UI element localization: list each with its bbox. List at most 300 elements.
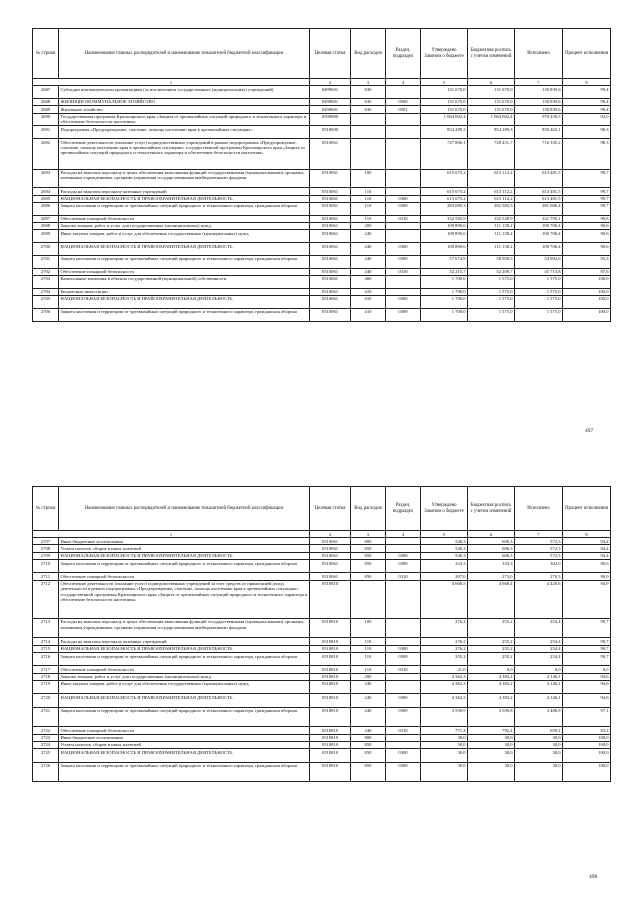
budget-list-amount-cell: 4 383,2 [468,694,515,707]
budget-list-amount-cell: 30,0 [468,749,515,762]
approved-amount-cell: 1 700,0 [421,275,468,288]
item-name-cell: Обеспечение деятельности (оказание услуг) подведомственных учреждений в рамках подпрограммы «Предупреждение, спасение, помощь населению края в чрезвычайных ситуациях» государственной программы Красноярского края «Защита от чрезвычайных ситуаций природного и техногенного характера и обеспечение безопасности населения» [59,139,310,170]
executed-amount-cell: 302,0 [515,560,563,573]
budget-list-amount-cell: 111 158,2 [468,243,515,256]
item-name-cell: НАЦИОНАЛЬНАЯ БЕЗОПАСНОСТЬ И ПРАВООХРАНИТЕЛЬНАЯ ДЕЯТЕЛЬНОСТЬ [59,645,310,652]
approved-amount-cell: 1 064 002,4 [421,113,468,126]
row-number-cell: 2690 [33,113,59,126]
executed-amount-cell: 130 839,6 [515,106,563,113]
expense-type-cell: 110 [351,638,386,645]
row-number-cell: 2709 [33,552,59,559]
budget-list-amount-cell: 606,3 [468,545,515,552]
executed-amount-cell: 30,0 [515,749,563,762]
target-article-cell: 0510000 [310,126,351,139]
approved-amount-cell: 131 670,0 [421,98,468,105]
target-article-cell: 0510061 [310,275,351,288]
executed-amount-cell: 839 463,1 [515,126,563,139]
percent-cell: 94,4 [563,538,611,545]
percent-cell: 99,7 [563,202,611,215]
expense-type-cell: 240 [351,230,386,243]
approved-amount-cell: 276,2 [421,618,468,638]
percent-cell: 99,7 [563,195,611,202]
row-number-cell: 2706 [33,308,59,321]
item-name-cell: НАЦИОНАЛЬНАЯ БЕЗОПАСНОСТЬ И ПРАВООХРАНИТЕЛЬНАЯ ДЕЯТЕЛЬНОСТЬ [59,243,310,256]
budget-list-amount-cell: 111 158,2 [468,230,515,243]
item-name-cell: Субсидии некоммерческим организациям (за исключением государственных (муниципальных) учреждений) [59,86,310,99]
section-cell [386,638,421,645]
expense-type-cell [351,126,386,139]
approved-amount-cell: 540,3 [421,545,468,552]
percent-cell: 99,4 [563,86,611,99]
target-article-cell: 0510061 [310,268,351,275]
section-cell [386,188,421,195]
row-number-cell: 2718 [33,673,59,680]
budget-list-amount-cell: 0,0 [468,666,515,673]
budget-list-amount-cell: 4 668,4 [468,580,515,618]
expense-type-cell: 800 [351,734,386,741]
executed-amount-cell: 572,3 [515,552,563,559]
expense-type-cell: 850 [351,741,386,748]
expense-type-cell [351,139,386,170]
table-row [33,113,611,126]
table-row [33,243,611,256]
percent-cell: 94,4 [563,545,611,552]
row-number-cell: 2696 [33,202,59,215]
section-cell: 0501 [386,106,421,113]
target-article-cell: 0499601 [310,98,351,105]
approved-amount-cell: 131 670,0 [421,106,468,113]
section-cell: 0309 [386,707,421,727]
approved-amount-cell: 332 585,9 [421,215,468,222]
item-name-cell: НАЦИОНАЛЬНАЯ БЕЗОПАСНОСТЬ И ПРАВООХРАНИТЕЛЬНАЯ ДЕЯТЕЛЬНОСТЬ [59,749,310,762]
percent-cell: 92,0 [563,113,611,126]
budget-table-page-498 [32,486,611,782]
expense-type-cell: 850 [351,749,386,762]
item-name-cell: Обеспечение пожарной безопасности [59,268,310,275]
section-cell: 0300 [386,195,421,202]
item-name-cell: Расходы на выплаты персоналу казенных учреждений [59,638,310,645]
executed-amount-cell: 254,4 [515,645,563,652]
row-number-cell: 2707 [33,538,59,545]
row-number-cell: 2694 [33,188,59,195]
executed-amount-cell: 100 706,4 [515,230,563,243]
executed-amount-cell: 270,3 [515,573,563,580]
target-article-cell: 0510061 [310,560,351,573]
percent-cell: 98,3 [563,126,611,139]
row-number-cell: 2719 [33,680,59,693]
column-number: 7 [515,531,563,538]
expense-type-cell: 240 [351,680,386,693]
budget-list-amount-cell: 1 575,0 [468,288,515,295]
expense-type-cell [351,580,386,618]
approved-amount-cell: 4 362,3 [421,694,468,707]
section-cell: 0300 [386,295,421,308]
approved-amount-cell: 207,0 [421,573,468,580]
row-number-cell: 2703 [33,275,59,288]
expense-type-cell: 240 [351,243,386,256]
expense-type-cell: 410 [351,288,386,295]
target-article-cell: 0510810 [310,749,351,762]
percent-cell: 97,1 [563,707,611,727]
percent-cell: 99,7 [563,638,611,645]
budget-list-amount-cell: 255,2 [468,645,515,652]
item-name-cell: Расходы на выплаты персоналу в целях обеспечения выполнения функций государственными (муниципальными) органами, казенными учреждениями, органами управления государственными внебюджетными фондами [59,169,310,188]
target-article-cell: 0510061 [310,295,351,308]
budget-list-amount-cell: 792,4 [468,727,515,734]
item-name-cell: НАЦИОНАЛЬНАЯ БЕЗОПАСНОСТЬ И ПРАВООХРАНИТЕЛЬНАЯ ДЕЯТЕЛЬНОСТЬ [59,295,310,308]
table-row [33,560,611,573]
column-number: 2 [310,79,351,86]
item-name-cell: ЖИЛИЩНО-КОММУНАЛЬНОЕ ХОЗЯЙСТВО [59,98,310,105]
percent-cell: 83,2 [563,727,611,734]
expense-type-cell: 410 [351,295,386,308]
percent-cell: 0,0 [563,666,611,673]
percent-cell: 90,6 [563,560,611,573]
table-row [33,694,611,707]
item-name-cell: Обеспечение деятельности (оказание услуг) подведомственных учреждений за счет средств от приносящей доход деятельности в рамках подпрограммы «Предупреждение, спасение, помощь населению края в чрезвычайных ситуациях» государственной программы Красноярского края «Защита от чрезвычайных ситуаций природного и техногенного характера и обеспечение безопасности населения» [59,580,310,618]
item-name-cell: Защита населения и территории от чрезвычайных ситуаций природного и техногенного характера, гражданская оборона [59,202,310,215]
item-name-cell: Бюджетные инвестиции [59,288,310,295]
item-name-cell: Расходы на выплаты персоналу в целях обеспечения выполнения функций государственными (муниципальными) органами, казенными учреждениями, органами управления государственными внебюджетными фондами [59,618,310,638]
header-exp-type: Вид расходов [351,487,386,531]
expense-type-cell: 630 [351,86,386,99]
row-number-cell: 2701 [33,255,59,268]
section-cell [386,288,421,295]
approved-amount-cell: 109 890,6 [421,230,468,243]
budget-list-amount-cell: 30,0 [468,762,515,782]
target-article-cell: 0510810 [310,618,351,638]
table-row [33,230,611,243]
row-number-cell: 2721 [33,707,59,727]
target-article-cell: 0510810 [310,680,351,693]
target-article-cell: 0510810 [310,762,351,782]
budget-list-amount-cell: 1 575,0 [468,275,515,288]
row-number-cell: 2722 [33,727,59,734]
expense-type-cell: 110 [351,202,386,215]
executed-amount-cell: 4 146,1 [515,694,563,707]
target-article-cell: 0510061 [310,139,351,170]
target-article-cell: 0510810 [310,666,351,673]
column-number: 4 [386,79,421,86]
executed-amount-cell: 30,0 [515,741,563,748]
target-article-cell: 0510061 [310,222,351,229]
executed-amount-cell: 331 795,1 [515,215,563,222]
expense-type-cell: 100 [351,169,386,188]
executed-amount-cell: 3 486,9 [515,707,563,727]
column-number: 6 [468,531,515,538]
column-number: 1 [33,79,310,86]
executed-amount-cell: 100 706,4 [515,222,563,229]
item-name-cell: Обеспечение пожарной безопасности [59,215,310,222]
executed-amount-cell: 1 575,0 [515,288,563,295]
column-number: 3 [351,79,386,86]
table-row [33,215,611,222]
approved-amount-cell: 333,3 [421,560,468,573]
approved-amount-cell: 540,3 [421,552,468,559]
row-number-cell: 2695 [33,195,59,202]
budget-list-amount-cell: 131 670,0 [468,106,515,113]
section-cell [386,673,421,680]
percent-cell: 100,0 [563,308,611,321]
item-name-cell: Защита населения и территории от чрезвычайных ситуаций природного и техногенного характера, гражданская оборона [59,255,310,268]
item-name-cell: Уплата налогов, сборов и иных платежей [59,741,310,748]
header-executed: Исполнено [515,29,563,79]
target-article-cell: 0499601 [310,106,351,113]
budget-list-amount-cell: 332 528,9 [468,215,515,222]
section-cell [386,618,421,638]
row-number-cell: 2716 [33,653,59,666]
percent-cell: 99,7 [563,653,611,666]
section-cell [386,741,421,748]
section-cell: 0309 [386,560,421,573]
budget-list-amount-cell: 255,2 [468,638,515,645]
target-article-cell: 0510061 [310,255,351,268]
row-number-cell: 2714 [33,638,59,645]
header-row-no: № строки [33,487,59,531]
approved-amount-cell: 4 362,3 [421,673,468,680]
table-row [33,673,611,680]
budget-list-amount-cell: 282 583,3 [468,202,515,215]
approved-amount-cell: 771,4 [421,727,468,734]
expense-type-cell: 200 [351,673,386,680]
expense-type-cell: 850 [351,545,386,552]
table-row [33,188,611,195]
item-name-cell: Закупка товаров, работ и услуг для государственных (муниципальных) нужд [59,673,310,680]
section-cell [386,580,421,618]
column-number: 3 [351,531,386,538]
target-article-cell: 0510061 [310,169,351,188]
section-cell: 0300 [386,552,421,559]
approved-amount-cell: 1 700,0 [421,295,468,308]
approved-amount-cell: 1 700,0 [421,308,468,321]
executed-amount-cell: 30,0 [515,762,563,782]
expense-type-cell: 800 [351,538,386,545]
table-row [33,288,611,295]
target-article-cell: 0510061 [310,215,351,222]
approved-amount-cell: 52 215,7 [421,268,468,275]
budget-list-amount-cell: 1 064 002,4 [468,113,515,126]
executed-amount-cell: 100 706,4 [515,243,563,256]
row-number-cell: 2725 [33,749,59,762]
section-cell: 0310 [386,215,421,222]
approved-amount-cell: 276,2 [421,638,468,645]
target-article-cell: 0499601 [310,86,351,99]
percent-cell: 94,6 [563,673,611,680]
executed-amount-cell: 613 481,5 [515,188,563,195]
percent-cell: 99,0 [563,573,611,580]
column-number: 1 [33,531,310,538]
approved-amount-cell: 4 362,3 [421,680,468,693]
section-cell [386,169,421,188]
budget-list-amount-cell: 854 289,3 [468,126,515,139]
expense-type-cell: 110 [351,666,386,673]
table-row [33,139,611,170]
column-numbers-row [33,79,611,86]
section-cell [386,222,421,229]
expense-type-cell: 850 [351,573,386,580]
header-row-no: № строки [33,29,59,79]
target-article-cell: 0510061 [310,195,351,202]
section-cell [386,126,421,139]
approved-amount-cell: 727 806,1 [421,139,468,170]
budget-list-amount-cell: 606,3 [468,538,515,545]
table-row [33,749,611,762]
table-row [33,552,611,559]
row-number-cell: 2704 [33,288,59,295]
header-approved: Утверждено Законом о бюджете [421,29,468,79]
approved-amount-cell: 255,2 [421,653,468,666]
section-cell [386,86,421,99]
column-number: 8 [563,79,611,86]
budget-list-amount-cell: 30,0 [468,741,515,748]
item-name-cell: НАЦИОНАЛЬНАЯ БЕЗОПАСНОСТЬ И ПРАВООХРАНИТЕЛЬНАЯ ДЕЯТЕЛЬНОСТЬ [59,195,310,202]
expense-type-cell: 240 [351,727,386,734]
expense-type-cell: 240 [351,694,386,707]
table-row [33,126,611,139]
executed-amount-cell: 572,3 [515,545,563,552]
budget-list-amount-cell: 273,0 [468,573,515,580]
approved-amount-cell: 854 289,3 [421,126,468,139]
table-row [33,638,611,645]
percent-cell: 100,0 [563,295,611,308]
executed-amount-cell: 281 686,4 [515,202,563,215]
target-article-cell: 0510810 [310,694,351,707]
table-row [33,295,611,308]
executed-amount-cell: 1 575,0 [515,275,563,288]
target-article-cell: 0510061 [310,288,351,295]
column-number: 5 [421,531,468,538]
budget-list-amount-cell: 333,3 [468,560,515,573]
percent-cell: 100,0 [563,749,611,762]
target-article-cell: 0510810 [310,741,351,748]
executed-amount-cell: 254,4 [515,653,563,666]
percent-cell: 99,7 [563,188,611,195]
approved-amount-cell: 30,0 [421,762,468,782]
approved-amount-cell: 283 089,3 [421,202,468,215]
expense-type-cell: 110 [351,195,386,202]
header-exp-type: Вид расходов [351,29,386,79]
target-article-cell: 0510810 [310,638,351,645]
percent-cell: 94,6 [563,680,611,693]
percent-cell: 99,4 [563,106,611,113]
item-name-cell: Расходы на выплаты персоналу казенных учреждений [59,188,310,195]
page-number: 498 [589,874,598,880]
header-budget-list: Бюджетная роспись с учетом изменений [468,29,515,79]
table-row [33,734,611,741]
section-cell: 0309 [386,308,421,321]
table-header-row [33,29,611,79]
row-number-cell: 2712 [33,580,59,618]
item-name-cell: Иные бюджетные ассигнования [59,538,310,545]
item-name-cell: НАЦИОНАЛЬНАЯ БЕЗОПАСНОСТЬ И ПРАВООХРАНИТЕЛЬНАЯ ДЕЯТЕЛЬНОСТЬ [59,694,310,707]
page-number: 497 [585,428,594,434]
executed-amount-cell: 45 713,8 [515,268,563,275]
table-row [33,255,611,268]
target-article-cell: 0510061 [310,230,351,243]
table-row [33,727,611,734]
item-name-cell: Государственная программа Красноярского края «Защита от чрезвычайных ситуаций природного и техногенного характера и обеспечение безопасности населения» [59,113,310,126]
target-article-cell: 0510061 [310,538,351,545]
table-row [33,202,611,215]
target-article-cell: 0510061 [310,552,351,559]
item-name-cell: Защита населения и территории от чрезвычайных ситуаций природного и техногенного характера, гражданская оборона [59,308,310,321]
percent-cell: 100,0 [563,734,611,741]
percent-cell: 99,4 [563,98,611,105]
item-name-cell: Жилищное хозяйство [59,106,310,113]
budget-list-amount-cell: 615 112,2 [468,188,515,195]
executed-amount-cell: 0,0 [515,666,563,673]
executed-amount-cell: 659,2 [515,727,563,734]
table-row [33,580,611,618]
section-cell: 0309 [386,653,421,666]
budget-list-amount-cell: 58 958,5 [468,255,515,268]
column-number: 2 [310,531,351,538]
table-row [33,86,611,99]
table-row [33,666,611,673]
expense-type-cell: 100 [351,618,386,638]
approved-amount-cell: 4 668,5 [421,580,468,618]
executed-amount-cell: 716 335,2 [515,139,563,170]
header-section: Раздел, подраздел [386,487,421,531]
row-number-cell: 2691 [33,126,59,139]
item-name-cell: Защита населения и территории от чрезвычайных ситуаций природного и техногенного характера, гражданская оборона [59,560,310,573]
section-cell [386,545,421,552]
column-number: 7 [515,79,563,86]
executed-amount-cell: 4 146,1 [515,680,563,693]
section-cell [386,734,421,741]
section-cell: 0309 [386,202,421,215]
budget-list-amount-cell: 615 112,2 [468,169,515,188]
percent-cell: 100,0 [563,741,611,748]
expense-type-cell: 410 [351,308,386,321]
target-article-cell: 0510810 [310,653,351,666]
item-name-cell: Иные закупки товаров, работ и услуг для обеспечения государственных (муниципальных) нужд [59,230,310,243]
table-row [33,618,611,638]
item-name-cell: Подпрограмма «Предупреждение, спасение, помощь населению края в чрезвычайных ситуациях» [59,126,310,139]
table-row [33,762,611,782]
budget-list-amount-cell: 728 451,7 [468,139,515,170]
percent-cell: 100,0 [563,762,611,782]
budget-list-amount-cell: 30,0 [468,734,515,741]
approved-amount-cell: 131 670,0 [421,86,468,99]
item-name-cell: Обеспечение пожарной безопасности [59,573,310,580]
executed-amount-cell: 613 481,5 [515,169,563,188]
budget-table-page-497 [32,28,611,322]
target-article-cell: 0510061 [310,308,351,321]
section-cell: 0310 [386,666,421,673]
approved-amount-cell: 30,0 [421,741,468,748]
section-cell [386,680,421,693]
budget-list-amount-cell: 3 590,8 [468,707,515,727]
executed-amount-cell: 254,4 [515,638,563,645]
table-row [33,645,611,652]
executed-amount-cell: 979 239,5 [515,113,563,126]
expense-type-cell: 110 [351,645,386,652]
item-name-cell: Уплата налогов, сборов и иных платежей [59,545,310,552]
approved-amount-cell: 615 675,2 [421,195,468,202]
percent-cell: 100,0 [563,275,611,288]
target-article-cell: 0510061 [310,573,351,580]
table-row [33,268,611,275]
row-number-cell: 2715 [33,645,59,652]
header-target: Целевая статья [310,29,351,79]
row-number-cell: 2723 [33,734,59,741]
percent-cell: 100,0 [563,288,611,295]
executed-amount-cell: 572,3 [515,538,563,545]
percent-cell: 90,6 [563,230,611,243]
item-name-cell: Защита населения и территории от чрезвычайных ситуаций природного и техногенного характера, гражданская оборона [59,653,310,666]
table-row [33,680,611,693]
